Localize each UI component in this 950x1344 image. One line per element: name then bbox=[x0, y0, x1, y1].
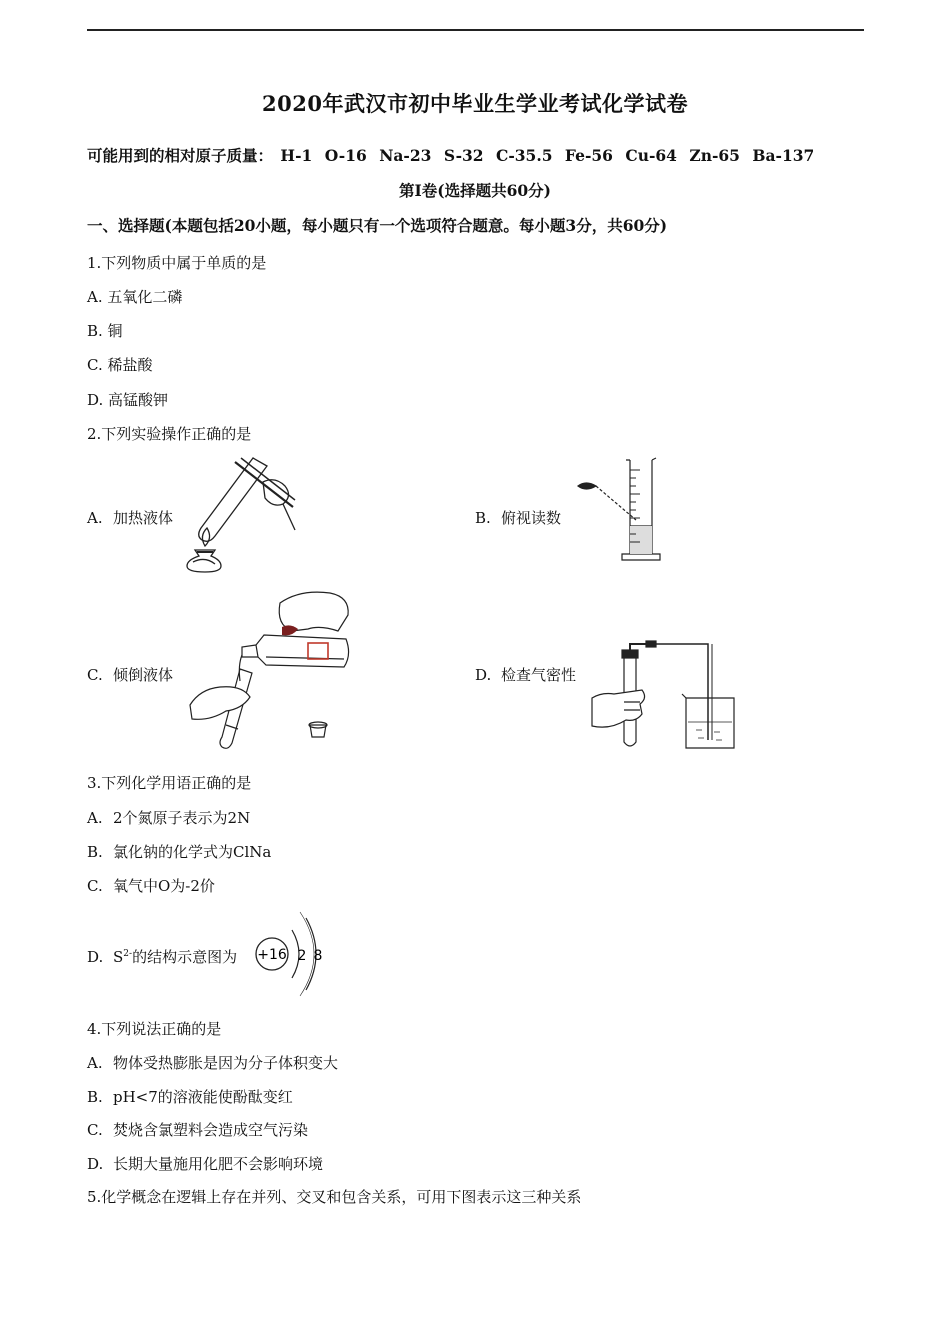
q1-option-b: B. 铜 bbox=[87, 322, 123, 340]
mass-item: Zn-65 bbox=[689, 146, 740, 165]
option-letter: A. bbox=[87, 1054, 103, 1072]
q1-option-d: D. 高锰酸钾 bbox=[87, 391, 169, 409]
q2-option-b bbox=[475, 507, 561, 528]
airtightness-check-illustration bbox=[590, 642, 750, 754]
option-letter: D. bbox=[87, 1155, 104, 1173]
sulfide-ion-structure-diagram bbox=[254, 912, 326, 996]
mass-item: Ba-137 bbox=[752, 146, 815, 165]
option-letter: C. bbox=[87, 877, 103, 895]
option-text: 焚烧含氯塑料会造成空气污染 bbox=[113, 1121, 309, 1139]
header-rule bbox=[87, 29, 864, 31]
q4-option-d bbox=[87, 1153, 323, 1174]
option-text: pH<7的溶液能使酚酞变红 bbox=[113, 1088, 293, 1106]
option-letter: C. bbox=[87, 666, 103, 684]
shell-2-electrons: 8 bbox=[313, 948, 323, 964]
q4-option-a bbox=[87, 1052, 338, 1073]
q3-option-b bbox=[87, 841, 271, 862]
option-text: 加热液体 bbox=[113, 509, 174, 527]
option-text-post: 的结构示意图为 bbox=[132, 948, 238, 966]
option-text: 长期大量施用化肥不会影响环境 bbox=[113, 1155, 324, 1173]
mass-item: Cu-64 bbox=[625, 146, 677, 165]
q3-option-c bbox=[87, 875, 215, 896]
option-text: 俯视读数 bbox=[501, 509, 562, 527]
mass-item: C-35.5 bbox=[495, 146, 553, 165]
option-text: 倾倒液体 bbox=[113, 666, 174, 684]
option-text: 检查气密性 bbox=[501, 666, 577, 684]
option-text-pre: S bbox=[113, 948, 124, 966]
option-text: 氧气中O为-2价 bbox=[113, 877, 215, 895]
section-title: 第I卷(选择题共60分) bbox=[399, 181, 551, 200]
shell-1-electrons: 2 bbox=[297, 948, 307, 964]
option-letter: A. bbox=[87, 809, 103, 827]
nucleus-charge: +16 bbox=[257, 947, 287, 963]
atomic-masses bbox=[87, 144, 814, 166]
q2-option-a bbox=[87, 507, 173, 528]
option-letter: D. bbox=[87, 948, 104, 966]
q1-option-c: C. 稀盐酸 bbox=[87, 356, 153, 374]
q4-stem: 4.下列说法正确的是 bbox=[87, 1020, 222, 1038]
option-letter: C. bbox=[87, 1121, 103, 1139]
q3-stem: 3.下列化学用语正确的是 bbox=[87, 774, 252, 792]
q4-option-c bbox=[87, 1119, 308, 1140]
q2-option-c bbox=[87, 664, 173, 685]
atomic-masses-label: 可能用到的相对原子质量： bbox=[87, 146, 274, 165]
q1-option-a: A. 五氧化二磷 bbox=[87, 288, 183, 306]
q3-option-a bbox=[87, 807, 250, 828]
mass-item: S-32 bbox=[443, 146, 484, 165]
option-text: 氯化钠的化学式为ClNa bbox=[113, 843, 272, 861]
option-letter: A. bbox=[87, 509, 103, 527]
option-letter: B. bbox=[87, 1088, 103, 1106]
mass-item: O-16 bbox=[324, 146, 367, 165]
pouring-liquid-illustration bbox=[180, 585, 365, 753]
page-title: 2020年武汉市初中毕业生学业考试化学试卷 bbox=[262, 91, 688, 116]
ion-charge: 2- bbox=[123, 949, 133, 959]
q3-option-d bbox=[87, 946, 237, 967]
option-letter: D. bbox=[475, 666, 492, 684]
mass-item: Na-23 bbox=[379, 146, 432, 165]
part-heading: 一、选择题(本题包括20小题，每小题只有一个选项符合题意。每小题3分，共60分) bbox=[87, 216, 668, 235]
q2-option-d bbox=[475, 664, 576, 685]
q4-option-b bbox=[87, 1086, 293, 1107]
option-letter: B. bbox=[87, 843, 103, 861]
mass-item: Fe-56 bbox=[564, 146, 613, 165]
option-text: 物体受热膨胀是因为分子体积变大 bbox=[113, 1054, 339, 1072]
option-text: 2个氮原子表示为2N bbox=[113, 809, 251, 827]
cylinder-reading-illustration bbox=[570, 456, 670, 566]
q1-stem: 1.下列物质中属于单质的是 bbox=[87, 254, 267, 272]
option-letter: B. bbox=[475, 509, 491, 527]
q5-stem: 5.化学概念在逻辑上存在并列、交叉和包含关系，可用下图表示这三种关系 bbox=[87, 1188, 582, 1206]
q2-stem: 2.下列实验操作正确的是 bbox=[87, 425, 252, 443]
mass-item: H-1 bbox=[280, 146, 313, 165]
heating-liquid-illustration bbox=[175, 452, 310, 574]
